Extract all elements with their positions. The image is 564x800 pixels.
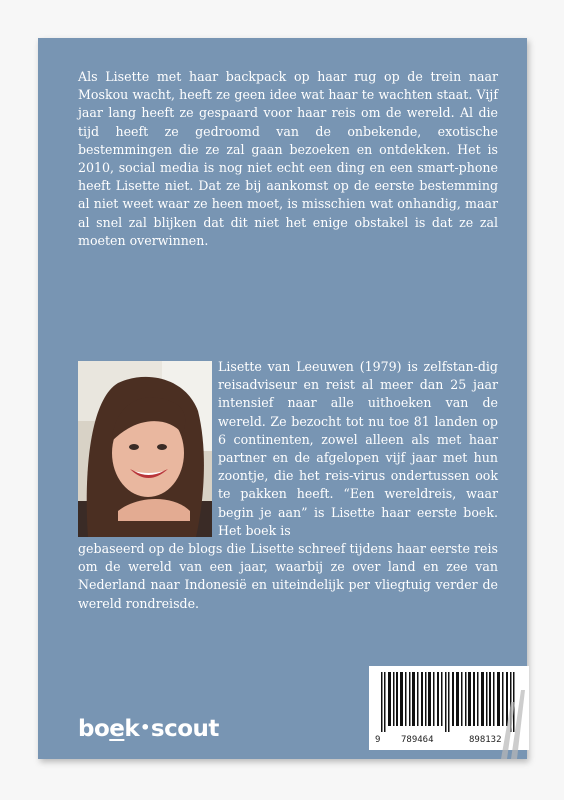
author-photo [78,361,212,537]
logo-text-part: e [109,716,125,742]
logo-dot: • [140,718,150,737]
publisher-logo [78,716,219,742]
watermark-logo [497,690,527,759]
logo-text-part: bo [78,716,110,742]
author-bio: Lisette van Leeuwen (1979) is zelfstan-dig reisadviseur en reist al meer dan 25 jaar intensief naar alle uithoeken van de wereld. Ze bezocht tot nu toe 81 landen op 6 continenten, zowel alleen als met haar partner en de afgelopen vijf jaar met hun zoontje, die het reis-virus ondertussen ook te pakken heeft. “Een wereldreis, waar begin je aan” is Lisette haar eerste boek. Het boek is [218,359,498,538]
logo-text-part: scout [150,716,219,742]
isbn-digit-first: 9 [375,735,381,745]
isbn-digits-group2: 898132 [469,735,502,745]
isbn-digits-group1: 789464 [401,735,434,745]
author-bio-continued: gebaseerd op de blogs die Lisette schreef tijdens haar eerste reis om de wereld van een jaar, waarbij ze over land en zee van Nederland naar Indonesië en uiteindelijk per vliegtuig verder de wereld rondreisde. [78,541,498,611]
book-blurb: Als Lisette met haar backpack op haar rug op de trein naar Moskou wacht, heeft ze geen idee wat haar te wachten staat. Vijf jaar lang heeft ze gespaard voor haar reis om de wereld. Al die tijd heeft ze gedroomd van de onbekende, exotische bestemmingen die ze zal gaan bezoeken en ontdekken. Het is 2010, social media is nog niet echt een ding en een smart-phone heeft Lisette niet. Dat ze bij aankomst op de eerste bestemming al niet weet waar ze heen moet, is misschien wat onhandig, maar al snel zal blijken dat dit niet het enige obstakel is dat ze zal moeten overwinnen. [78,69,498,248]
back-cover [38,38,527,759]
author-portrait-image [78,361,212,537]
logo-text-part: k [124,716,140,742]
